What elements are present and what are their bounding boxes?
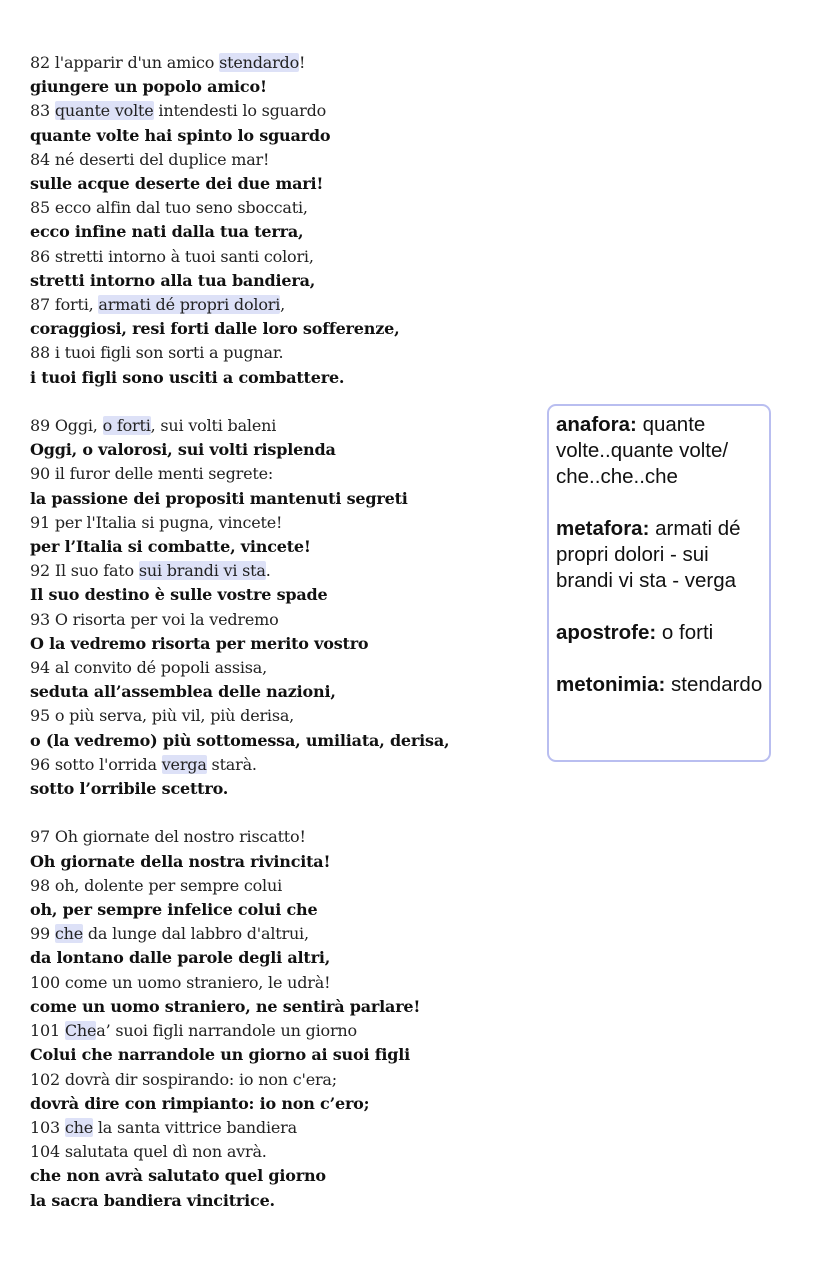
- note-term: metonimia:: [556, 673, 666, 696]
- paraphrase-line: ecco infine nati dalla tua terra,: [30, 222, 304, 242]
- verse-number: 102: [30, 1069, 60, 1089]
- paraphrase-line: sulle acque deserte dei due mari!: [30, 174, 324, 194]
- paraphrase-line: giungere un popolo amico!: [30, 77, 267, 97]
- rhetorical-figures-box: [547, 404, 771, 762]
- verse-number: 82: [30, 53, 50, 72]
- highlighted-figure: o forti: [102, 416, 151, 436]
- poem-text: [30, 51, 530, 1237]
- note-term: anafora:: [556, 413, 637, 436]
- verse-text: Il suo fato: [54, 561, 139, 581]
- verse-text: O risorta per voi la vedremo: [54, 609, 279, 629]
- verse-number: 103: [30, 1117, 60, 1137]
- verse-text: al convito dé popoli assisa,: [54, 658, 267, 678]
- verse-line: [30, 825, 530, 849]
- verse-number: 97: [30, 827, 50, 847]
- verse-number: 91: [30, 512, 50, 532]
- verse-text: come un uomo straniero, le udrà!: [64, 972, 331, 992]
- verse-text: starà.: [206, 754, 257, 774]
- paraphrase-line: come un uomo straniero, ne sentirà parlare!: [30, 996, 421, 1016]
- verse-number: 84: [30, 149, 50, 169]
- paraphrase-line: Il suo destino è sulle vostre spade: [30, 585, 328, 605]
- verse-line: [30, 608, 530, 632]
- verse-line: [30, 462, 530, 486]
- verse-line: [30, 511, 530, 535]
- highlighted-figure: stendardo: [219, 53, 300, 72]
- paraphrase-line: dovrà dire con rimpianto: io non c’ero;: [30, 1093, 370, 1113]
- paraphrase-line: da lontano dalle parole degli altri,: [30, 948, 331, 968]
- paraphrase-line: per l’Italia si combatte, vincete!: [30, 537, 311, 557]
- paraphrase-line: sotto l’orribile scettro.: [30, 779, 229, 799]
- note-text: o forti: [656, 621, 714, 644]
- verse-text: stretti intorno à tuoi santi colori,: [54, 246, 314, 266]
- verse-line: [30, 656, 530, 680]
- paraphrase-line: coraggiosi, resi forti dalle loro sofferenze,: [30, 319, 400, 339]
- verse-number: 96: [30, 754, 50, 774]
- verse-number: 90: [30, 464, 50, 484]
- verse-line: [30, 753, 530, 777]
- verse-line: [30, 1019, 530, 1043]
- highlighted-figure: sui brandi vi sta: [138, 561, 266, 581]
- verse-number: 89: [30, 416, 50, 436]
- verse-line: [30, 704, 530, 728]
- verse-number: 83: [30, 101, 50, 121]
- verse-text: né deserti del duplice mar!: [54, 149, 270, 169]
- verse-number: 93: [30, 609, 50, 629]
- paraphrase-line: i tuoi figli sono usciti a combattere.: [30, 367, 345, 387]
- verse-line: [30, 1140, 530, 1164]
- verse-text: il furor delle menti segrete:: [54, 464, 274, 484]
- highlighted-figure: verga: [161, 754, 207, 774]
- verse-text: oh, dolente per sempre colui: [54, 875, 282, 895]
- stanza: [30, 51, 530, 390]
- verse-text: forti,: [54, 295, 99, 315]
- note-text: armati dé propri dolori - sui brandi vi sta - verga: [556, 517, 741, 592]
- verse-number: 100: [30, 972, 60, 992]
- highlighted-figure: quante volte: [54, 101, 154, 121]
- verse-text: , sui volti baleni: [150, 416, 277, 436]
- verse-text: .: [265, 561, 271, 581]
- verse-text: per l'Italia si pugna, vincete!: [54, 512, 283, 532]
- stanza: [30, 414, 530, 801]
- verse-text: intendesti lo sguardo: [153, 101, 327, 121]
- note-text: quante volte..quante volte/ che..che..che: [556, 413, 729, 488]
- verse-number: 88: [30, 343, 50, 363]
- verse-text: salutata quel dì non avrà.: [64, 1142, 267, 1162]
- verse-text: o più serva, più vil, più derisa,: [54, 706, 295, 726]
- verse-line: [30, 1068, 530, 1092]
- verse-number: 87: [30, 295, 50, 315]
- verse-line: [30, 99, 530, 123]
- verse-text: dovrà dir sospirando: io non c'era;: [64, 1069, 337, 1089]
- verse-number: 99: [30, 924, 50, 944]
- paraphrase-line: oh, per sempre infelice colui che: [30, 900, 318, 920]
- verse-text: sotto l'orrida: [54, 754, 162, 774]
- verse-line: [30, 148, 530, 172]
- verse-line: [30, 971, 530, 995]
- paraphrase-line: Oh giornate della nostra rivincita!: [30, 851, 331, 871]
- verse-number: 86: [30, 246, 50, 266]
- verse-text: ecco alfin dal tuo seno sboccati,: [54, 198, 308, 218]
- paraphrase-line: seduta all’assemblea delle nazioni,: [30, 682, 336, 702]
- stanza: [30, 825, 530, 1212]
- highlighted-figure: che: [54, 924, 83, 944]
- verse-line: [30, 293, 530, 317]
- verse-line: [30, 922, 530, 946]
- paraphrase-line: Oggi, o valorosi, sui volti risplenda: [30, 440, 336, 460]
- verse-text: !: [299, 53, 306, 72]
- paraphrase-line: stretti intorno alla tua bandiera,: [30, 270, 316, 290]
- note-text: stendardo: [665, 673, 763, 696]
- note-term: metafora:: [556, 517, 650, 540]
- verse-number: 98: [30, 875, 50, 895]
- verse-line: [30, 874, 530, 898]
- paraphrase-line: che non avrà salutato quel giorno: [30, 1166, 326, 1186]
- highlighted-figure: Che: [64, 1021, 97, 1041]
- verse-text: Oh giornate del nostro riscatto!: [54, 827, 306, 847]
- paraphrase-line: o (la vedremo) più sottomessa, umiliata, derisa,: [30, 730, 450, 750]
- highlighted-figure: che: [64, 1117, 93, 1137]
- verse-line: [30, 414, 530, 438]
- verse-number: 104: [30, 1142, 60, 1162]
- note-item: [556, 412, 769, 490]
- paraphrase-line: Colui che narrandole un giorno ai suoi figli: [30, 1045, 410, 1065]
- verse-number: 95: [30, 706, 50, 726]
- verse-text: i tuoi figli son sorti a pugnar.: [54, 343, 284, 363]
- verse-line: [30, 559, 530, 583]
- verse-number: 94: [30, 658, 50, 678]
- verse-line: [30, 245, 530, 269]
- verse-text: a’ suoi figli narrandole un giorno: [96, 1021, 357, 1041]
- verse-text: ,: [280, 295, 286, 315]
- paraphrase-line: quante volte hai spinto lo sguardo: [30, 125, 331, 145]
- verse-line: [30, 341, 530, 365]
- verse-line: [30, 51, 530, 75]
- paraphrase-line: la sacra bandiera vincitrice.: [30, 1190, 275, 1210]
- note-item: [556, 672, 769, 698]
- verse-number: 92: [30, 561, 50, 581]
- highlighted-figure: armati dé propri dolori: [98, 295, 281, 315]
- note-item: [556, 620, 769, 646]
- verse-text: la santa vittrice bandiera: [92, 1117, 297, 1137]
- verse-number: 85: [30, 198, 50, 218]
- note-item: [556, 516, 769, 594]
- verse-line: [30, 1116, 530, 1140]
- paraphrase-line: O la vedremo risorta per merito vostro: [30, 633, 369, 653]
- paraphrase-line: la passione dei propositi mantenuti segreti: [30, 488, 408, 508]
- verse-line: [30, 196, 530, 220]
- verse-text: l'apparir d'un amico: [54, 53, 220, 72]
- verse-text: Oggi,: [54, 416, 103, 436]
- verse-text: da lunge dal labbro d'altrui,: [83, 924, 309, 944]
- note-term: apostrofe:: [556, 621, 657, 644]
- verse-number: 101: [30, 1021, 60, 1041]
